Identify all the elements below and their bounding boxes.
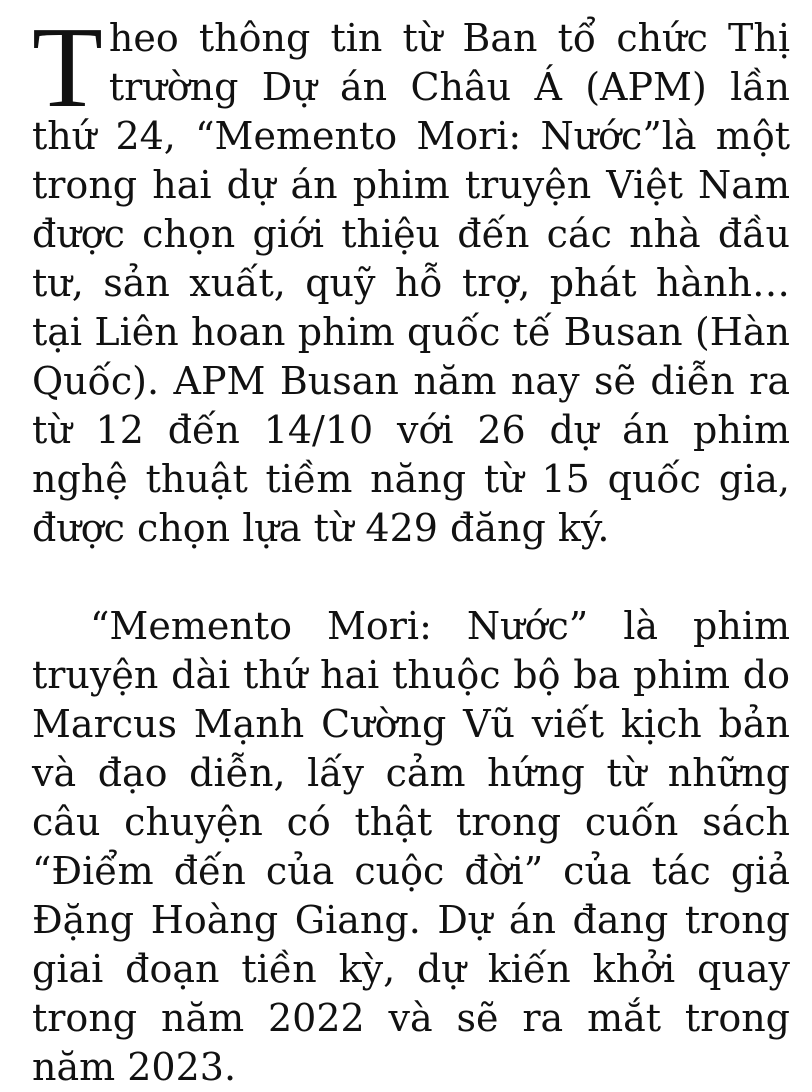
paragraph-1 xyxy=(32,4,790,553)
paragraph-2: “Memento Mori: Nước” là phim truyện dài thứ hai thuộc bộ ba phim do Marcus Mạnh Cường Vũ viết kịch bản và đạo diễn, lấy cảm hứng từ những câu chuyện có thật trong cuốn sách “Điểm đến của cuộc đời” của tác giả Đặng Hoàng Giang. Dự án đang trong giai đoạn tiền kỳ, dự kiến khởi quay trong năm 2022 và sẽ ra mắt trong năm 2023. xyxy=(32,604,790,1089)
article-body xyxy=(32,4,790,1092)
drop-cap: T xyxy=(32,4,103,132)
paragraph-1-text: heo thông tin từ Ban tổ chức Thị trường Dự án Châu Á (APM) lần thứ 24, “Memento Mori: Nước”là một trong hai dự án phim truyện Việt Nam được chọn giới thiệu đến các nhà đầu tư, sản xuất, quỹ hỗ trợ, phát hành… tại Liên hoan phim quốc tế Busan (Hàn Quốc). APM Busan năm nay sẽ diễn ra từ 12 đến 14/10 với 26 dự án phim nghệ thuật tiềm năng từ 15 quốc gia, được chọn lựa từ 429 đăng ký. xyxy=(32,16,790,550)
